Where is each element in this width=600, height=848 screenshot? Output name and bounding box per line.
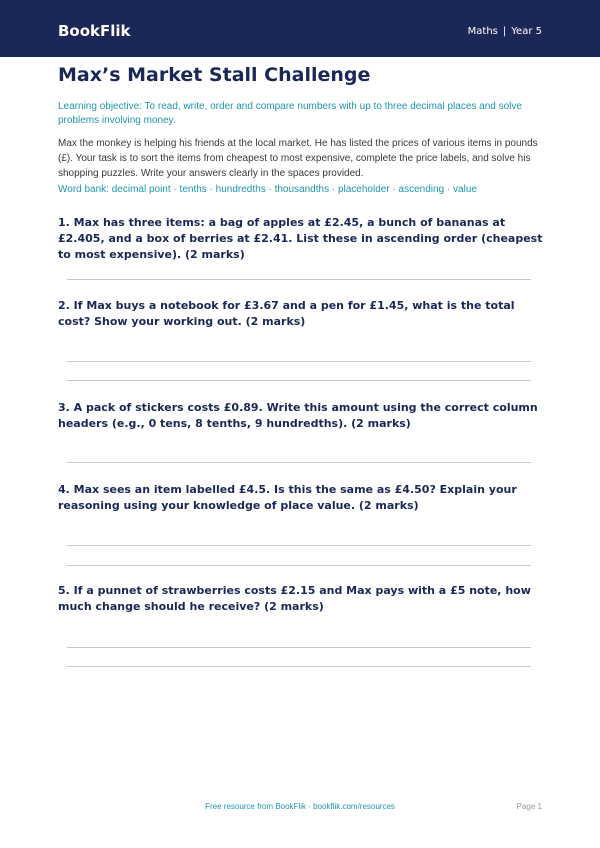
question-2: 2. If Max buys a notebook for £3.67 and a pen for £1.45, what is the total cost? Show your working out. (2 marks) (58, 299, 515, 328)
page-number: Page 1 (516, 802, 542, 811)
answer-line[interactable] (67, 361, 531, 362)
intro-paragraph: Max the monkey is helping his friends at the local market. He has listed the prices of various items in pounds (£). Your task is to sort the items from cheapest to most expensive, complete the price labels, and solve his shopping puzzles. Write your answers clearly in the spaces provided. (58, 138, 538, 179)
header-bar (0, 0, 600, 57)
answer-line[interactable] (67, 565, 531, 566)
subject-label: Maths (467, 26, 498, 37)
meta-separator: | (502, 26, 507, 37)
footer-text: Free resource from BookFlik · bookflik.com/resources (205, 802, 395, 811)
question-4: 4. Max sees an item labelled £4.5. Is this the same as £4.50? Explain your reasoning using your knowledge of place value. (2 marks) (58, 483, 517, 512)
word-bank: Word bank: decimal point · tenths · hundredths · thousandths · placeholder · ascending · value (58, 184, 477, 195)
question-5: 5. If a punnet of strawberries costs £2.15 and Max pays with a £5 note, how much change should he receive? (2 marks) (58, 584, 531, 613)
answer-line[interactable] (67, 462, 531, 463)
answer-line[interactable] (67, 545, 531, 546)
worksheet-title: Max’s Market Stall Challenge (58, 64, 371, 86)
answer-line[interactable] (67, 647, 531, 648)
question-1: 1. Max has three items: a bag of apples at £2.45, a bunch of bananas at £2.405, and a box of berries at £2.41. List these in ascending order (cheapest to most expensive). (2 marks) (58, 216, 543, 261)
question-3: 3. A pack of stickers costs £0.89. Write this amount using the correct column headers (e.g., 0 tens, 8 tenths, 9 hundredths). (2 marks) (58, 401, 538, 430)
learning-objective: Learning objective: To read, write, order and compare numbers with up to three decimal places and solve problems involving money. (58, 101, 522, 126)
year-label: Year 5 (511, 26, 542, 37)
brand-logo: BookFlik (58, 22, 131, 40)
answer-line[interactable] (67, 380, 531, 381)
subject-meta (468, 26, 542, 37)
answer-line[interactable] (67, 279, 531, 280)
answer-line[interactable] (67, 666, 531, 667)
